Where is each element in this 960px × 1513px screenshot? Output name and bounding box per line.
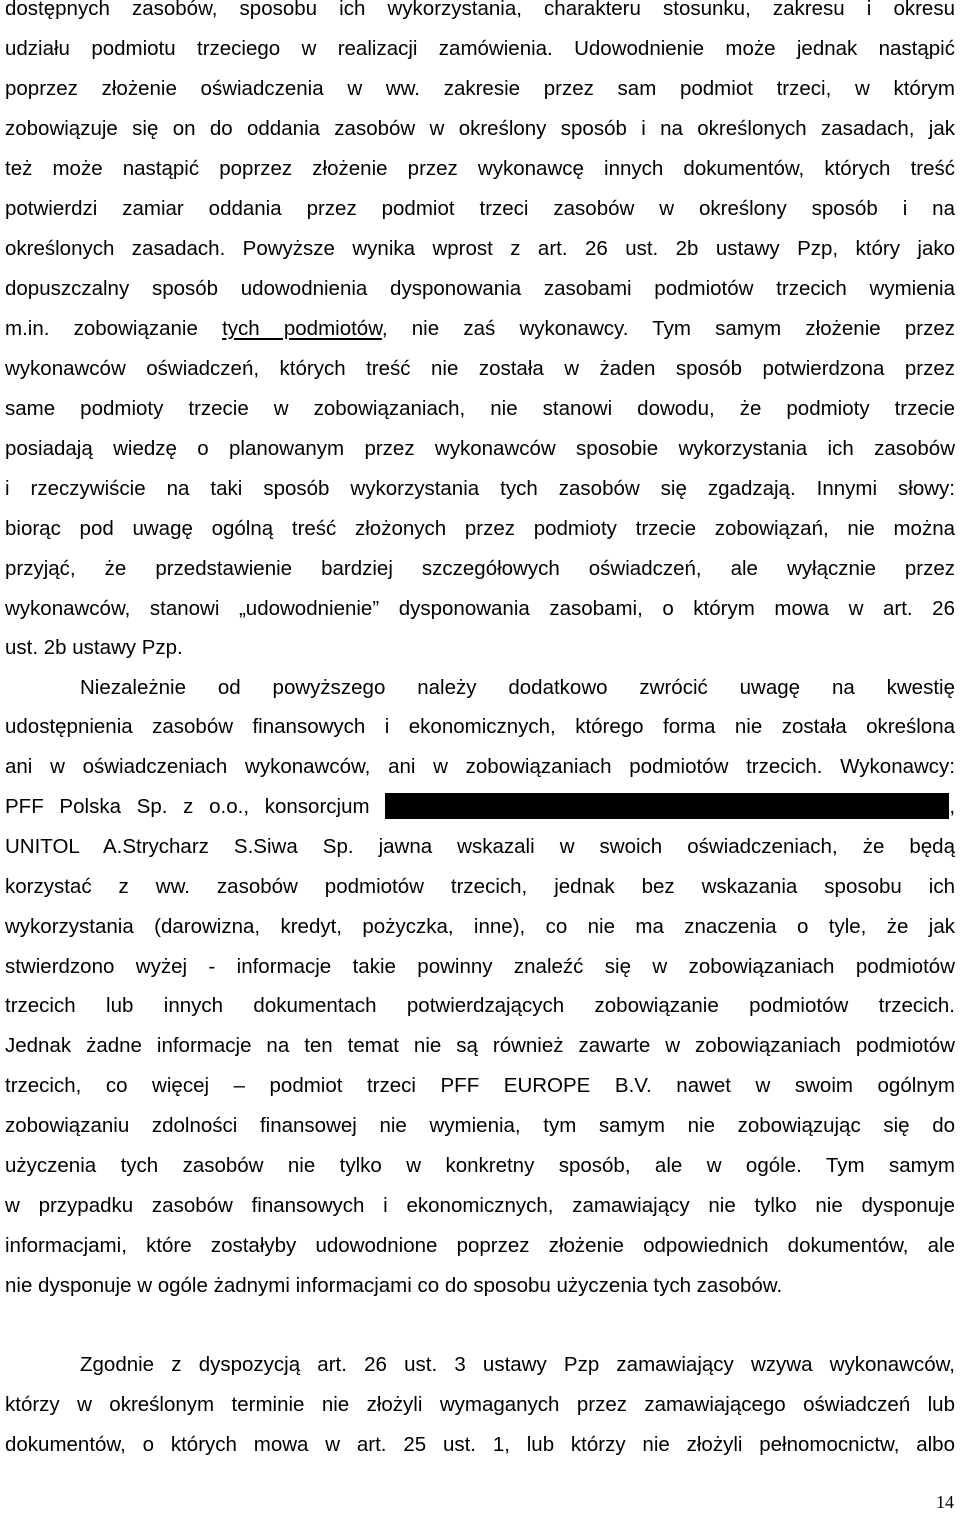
text-line: przyjąć, że przedstawienie bardziej szczegółowych oświadczeń, ale wyłącznie przez <box>5 557 955 580</box>
redaction-block <box>385 793 949 819</box>
text-line: zobowiązaniu zdolności finansowej nie wymienia, tym samym nie zobowiązując się do <box>5 1114 955 1137</box>
text-line: nie dysponuje w ogóle żadnymi informacjami co do sposobu użyczenia tych zasobów. <box>5 1274 783 1297</box>
text-line: wykorzystania (darowizna, kredyt, pożyczka, inne), co nie ma znaczenia o tyle, że jak <box>5 915 955 938</box>
text-segment: PFF Polska Sp. z o.o., konsorcjum <box>5 795 370 818</box>
text-line: ani w oświadczeniach wykonawców, ani w zobowiązaniach podmiotów trzecich. Wykonawcy: <box>5 755 955 778</box>
text-segment: m.in. zobowiązanie <box>5 317 223 340</box>
text-line: wykonawców, stanowi „udowodnienie” dysponowania zasobami, o którym mowa w art. 26 <box>5 597 955 620</box>
paragraph-first-line: Niezależnie od powyższego należy dodatkowo zwrócić uwagę na kwestię <box>80 676 955 699</box>
text-segment: , <box>949 795 956 818</box>
text-line: użyczenia tych zasobów nie tylko w konkretny sposób, ale w ogóle. Tym samym <box>5 1154 955 1177</box>
text-line: UNITOL A.Strycharz S.Siwa Sp. jawna wskazali w swoich oświadczeniach, że będą <box>5 835 955 858</box>
text-line: informacjami, które zostałyby udowodnione poprzez złożenie odpowiednich dokumentów, ale <box>5 1234 955 1257</box>
text-line: którzy w określonym terminie nie złożyli wymaganych przez zamawiającego oświadczeń lub <box>5 1393 955 1416</box>
paragraph-first-line: Zgodnie z dyspozycją art. 26 ust. 3 ustawy Pzp zamawiający wzywa wykonawców, <box>80 1353 955 1376</box>
text-line: poprzez złożenie oświadczenia w ww. zakresie przez sam podmiot trzeci, w którym <box>5 77 955 100</box>
text-line: udostępnienia zasobów finansowych i ekonomicznych, którego forma nie została określona <box>5 715 955 738</box>
text-line: stwierdzono wyżej - informacje takie powinny znaleźć się w zobowiązaniach podmiotów <box>5 955 955 978</box>
text-line: same podmioty trzecie w zobowiązaniach, nie stanowi dowodu, że podmioty trzecie <box>5 397 955 420</box>
text-line: zobowiązuje się on do oddania zasobów w określony sposób i na określonych zasadach, jak <box>5 117 955 140</box>
text-line: korzystać z ww. zasobów podmiotów trzecich, jednak bez wskazania sposobu ich <box>5 875 955 898</box>
underlined-text: tych podmiotów <box>222 317 382 340</box>
text-line: dostępnych zasobów, sposobu ich wykorzystania, charakteru stosunku, zakresu i okresu <box>5 0 955 20</box>
text-line: ust. 2b ustawy Pzp. <box>5 636 183 659</box>
text-line: dokumentów, o których mowa w art. 25 ust. 1, lub którzy nie złożyli pełnomocnictw, albo <box>5 1433 955 1456</box>
text-line: też może nastąpić poprzez złożenie przez wykonawcę innych dokumentów, których treść <box>5 157 955 180</box>
text-line <box>5 315 955 343</box>
text-line: wykonawców oświadczeń, których treść nie została w żaden sposób potwierdzona przez <box>5 357 955 380</box>
text-line: dopuszczalny sposób udowodnienia dysponowania zasobami podmiotów trzecich wymienia <box>5 277 955 300</box>
text-line: biorąc pod uwagę ogólną treść złożonych przez podmioty trzecie zobowiązań, nie można <box>5 517 955 540</box>
text-line <box>5 793 955 821</box>
text-line: i rzeczywiście na taki sposób wykorzystania tych zasobów się zgadzają. Innymi słowy: <box>5 477 955 500</box>
text-line: trzecich, co więcej – podmiot trzeci PFF EUROPE B.V. nawet w swoim ogólnym <box>5 1074 955 1097</box>
text-line: posiadają wiedzę o planowanym przez wykonawców sposobie wykorzystania ich zasobów <box>5 437 955 460</box>
page-number: 14 <box>936 1492 954 1512</box>
text-line: udziału podmiotu trzeciego w realizacji zamówienia. Udowodnienie może jednak nastąpić <box>5 37 955 60</box>
text-line: w przypadku zasobów finansowych i ekonomicznych, zamawiający nie tylko nie dysponuje <box>5 1194 955 1217</box>
text-line: określonych zasadach. Powyższe wynika wprost z art. 26 ust. 2b ustawy Pzp, który jako <box>5 237 955 260</box>
text-line: Jednak żadne informacje na ten temat nie są również zawarte w zobowiązaniach podmiotów <box>5 1034 955 1057</box>
text-segment: , nie zaś wykonawcy. Tym samym złożenie przez <box>381 317 955 340</box>
text-line: potwierdzi zamiar oddania przez podmiot trzeci zasobów w określony sposób i na <box>5 197 955 220</box>
text-line: trzecich lub innych dokumentach potwierdzających zobowiązanie podmiotów trzecich. <box>5 994 955 1017</box>
